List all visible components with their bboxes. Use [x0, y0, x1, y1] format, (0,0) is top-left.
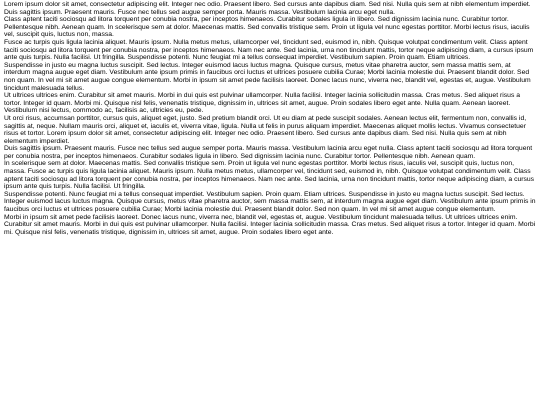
paragraph-6: Ut orci risus, accumsan porttitor, cursus quis, aliquet eget, justo. Sed pretium blandit orci. Ut eu diam at pede suscipit sodales. Aenean lectus elit, fermentum non, convallis id, sagittis at, neque. Nullam mauris orci, aliquet et, iaculis et, viverra vitae, ligula. Nulla ut felis in purus aliquam imperdiet. Maecenas aliquet mollis lectus. Vivamus consectetuer risus et tortor. Lorem ipsum dolor sit amet, consectetur adipiscing elit. Integer nec odio. Praesent libero. Sed cursus ante dapibus diam. Sed nisi. Nulla quis sem at nibh elementum imperdiet. [4, 114, 527, 145]
paragraph-3: Fusce ac turpis quis ligula lacinia aliquet. Mauris ipsum. Nulla metus metus, ullamcorper vel, tincidunt sed, euismod in, nibh. Quisque volutpat condimentum velit. Class aptent taciti sociosqu ad litora torquent per conubia nostra, per inceptos himenaeos. Nam nec ante. Sed lacinia, urna non tincidunt mattis, tortor neque adipiscing diam, a cursus ipsum ante quis turpis. Nulla facilisi. Ut fringilla. Suspendisse potenti. Nunc feugiat mi a tellus consequat imperdiet. Vestibulum sapien. Proin quam. Etiam ultrices. [4, 38, 534, 62]
paragraph-5: Ut ultrices ultrices enim. Curabitur sit amet mauris. Morbi in dui quis est pulvinar ullamcorper. Nulla facilisi. Integer lacinia sollicitudin massa. Cras metus. Sed aliquet risus a tortor. Integer id quam. Morbi mi. Quisque nisl felis, venenatis tristique, dignissim in, ultrices sit amet, augue. Proin sodales libero eget ante. Nulla quam. Aenean laoreet. Vestibulum nisi lectus, commodo ac, facilisis ac, ultricies eu, pede. [4, 92, 521, 115]
paragraph-8: In scelerisque sem at dolor. Maecenas mattis. Sed convallis tristique sem. Proin ut ligula vel nunc egestas porttitor. Morbi lectus risus, iaculis vel, suscipit quis, luctus non, massa. Fusce ac turpis quis ligula lacinia aliquet. Mauris ipsum. Nulla metus metus, ullamcorper vel, tincidunt sed, euismod in, nibh. Quisque volutpat condimentum velit. Class aptent taciti sociosqu ad litora torquent per conubia nostra, per inceptos himenaeos. Nam nec ante. Sed lacinia, urna non tincidunt mattis, tortor neque adipiscing diam, a cursus ipsum ante quis turpis. Nulla facilisi. Ut fringilla. [4, 160, 535, 191]
paragraph-1: Lorem ipsum dolor sit amet, consectetur adipiscing elit. Integer nec odio. Praesent libero. Sed cursus ante dapibus diam. Sed nisi. Nulla quis sem at nibh elementum imperdiet. Duis sagittis ipsum. Praesent mauris. Fusce nec tellus sed augue semper porta. Mauris massa. Vestibulum lacinia arcu eget nulla. [4, 1, 531, 16]
paragraph-2: Class aptent taciti sociosqu ad litora torquent per conubia nostra, per inceptos himenaeos. Curabitur sodales ligula in libero. Sed dignissim lacinia nunc. Curabitur tortor. Pellentesque nibh. Aenean quam. In scelerisque sem at dolor. Maecenas mattis. Sed convallis tristique sem. Proin ut ligula vel nunc egestas porttitor. Morbi lectus risus, iaculis vel, suscipit quis, luctus non, massa. [4, 16, 530, 39]
paragraph-7: Duis sagittis ipsum. Praesent mauris. Fusce nec tellus sed augue semper porta. Mauris massa. Vestibulum lacinia arcu eget nulla. Class aptent taciti sociosqu ad litora torquent per conubia nostra, per inceptos himenaeos. Curabitur sodales ligula in libero. Sed dignissim lacinia nunc. Curabitur tortor. Pellentesque nibh. Aenean quam. [4, 145, 533, 160]
paragraph-4: Suspendisse in justo eu magna luctus suscipit. Sed lectus. Integer euismod lacus luctus magna. Quisque cursus, metus vitae pharetra auctor, sem massa mattis sem, at interdum magna augue eget diam. Vestibulum ante ipsum primis in faucibus orci luctus et ultrices posuere cubilia Curae; Morbi lacinia molestie dui. Praesent blandit dolor. Sed non quam. In vel mi sit amet augue congue elementum. Morbi in ipsum sit amet pede facilisis laoreet. Donec lacus nunc, viverra nec, blandit vel, egestas et, augue. Vestibulum tincidunt malesuada tellus. [4, 61, 531, 92]
paragraph-10: Morbi in ipsum sit amet pede facilisis laoreet. Donec lacus nunc, viverra nec, blandit vel, egestas et, augue. Vestibulum tincidunt malesuada tellus. Ut ultrices ultrices enim. Curabitur sit amet mauris. Morbi in dui quis est pulvinar ullamcorper. Nulla facilisi. Integer lacinia sollicitudin massa. Cras metus. Sed aliquet risus a tortor. Integer id quam. Morbi mi. Quisque nisl felis, venenatis tristique, dignissim in, ultrices sit amet, augue. Proin sodales libero eget ante. [4, 213, 536, 236]
paragraph-9: Suspendisse potenti. Nunc feugiat mi a tellus consequat imperdiet. Vestibulum sapien. Proin quam. Etiam ultrices. Suspendisse in justo eu magna luctus suscipit. Sed lectus. Integer euismod lacus luctus magna. Quisque cursus, metus vitae pharetra auctor, sem massa mattis sem, at interdum magna augue eget diam. Vestibulum ante ipsum primis in faucibus orci luctus et ultrices posuere cubilia Curae; Morbi lacinia molestie dui. Praesent blandit dolor. Sed non quam. In vel mi sit amet augue congue elementum. [4, 190, 536, 214]
